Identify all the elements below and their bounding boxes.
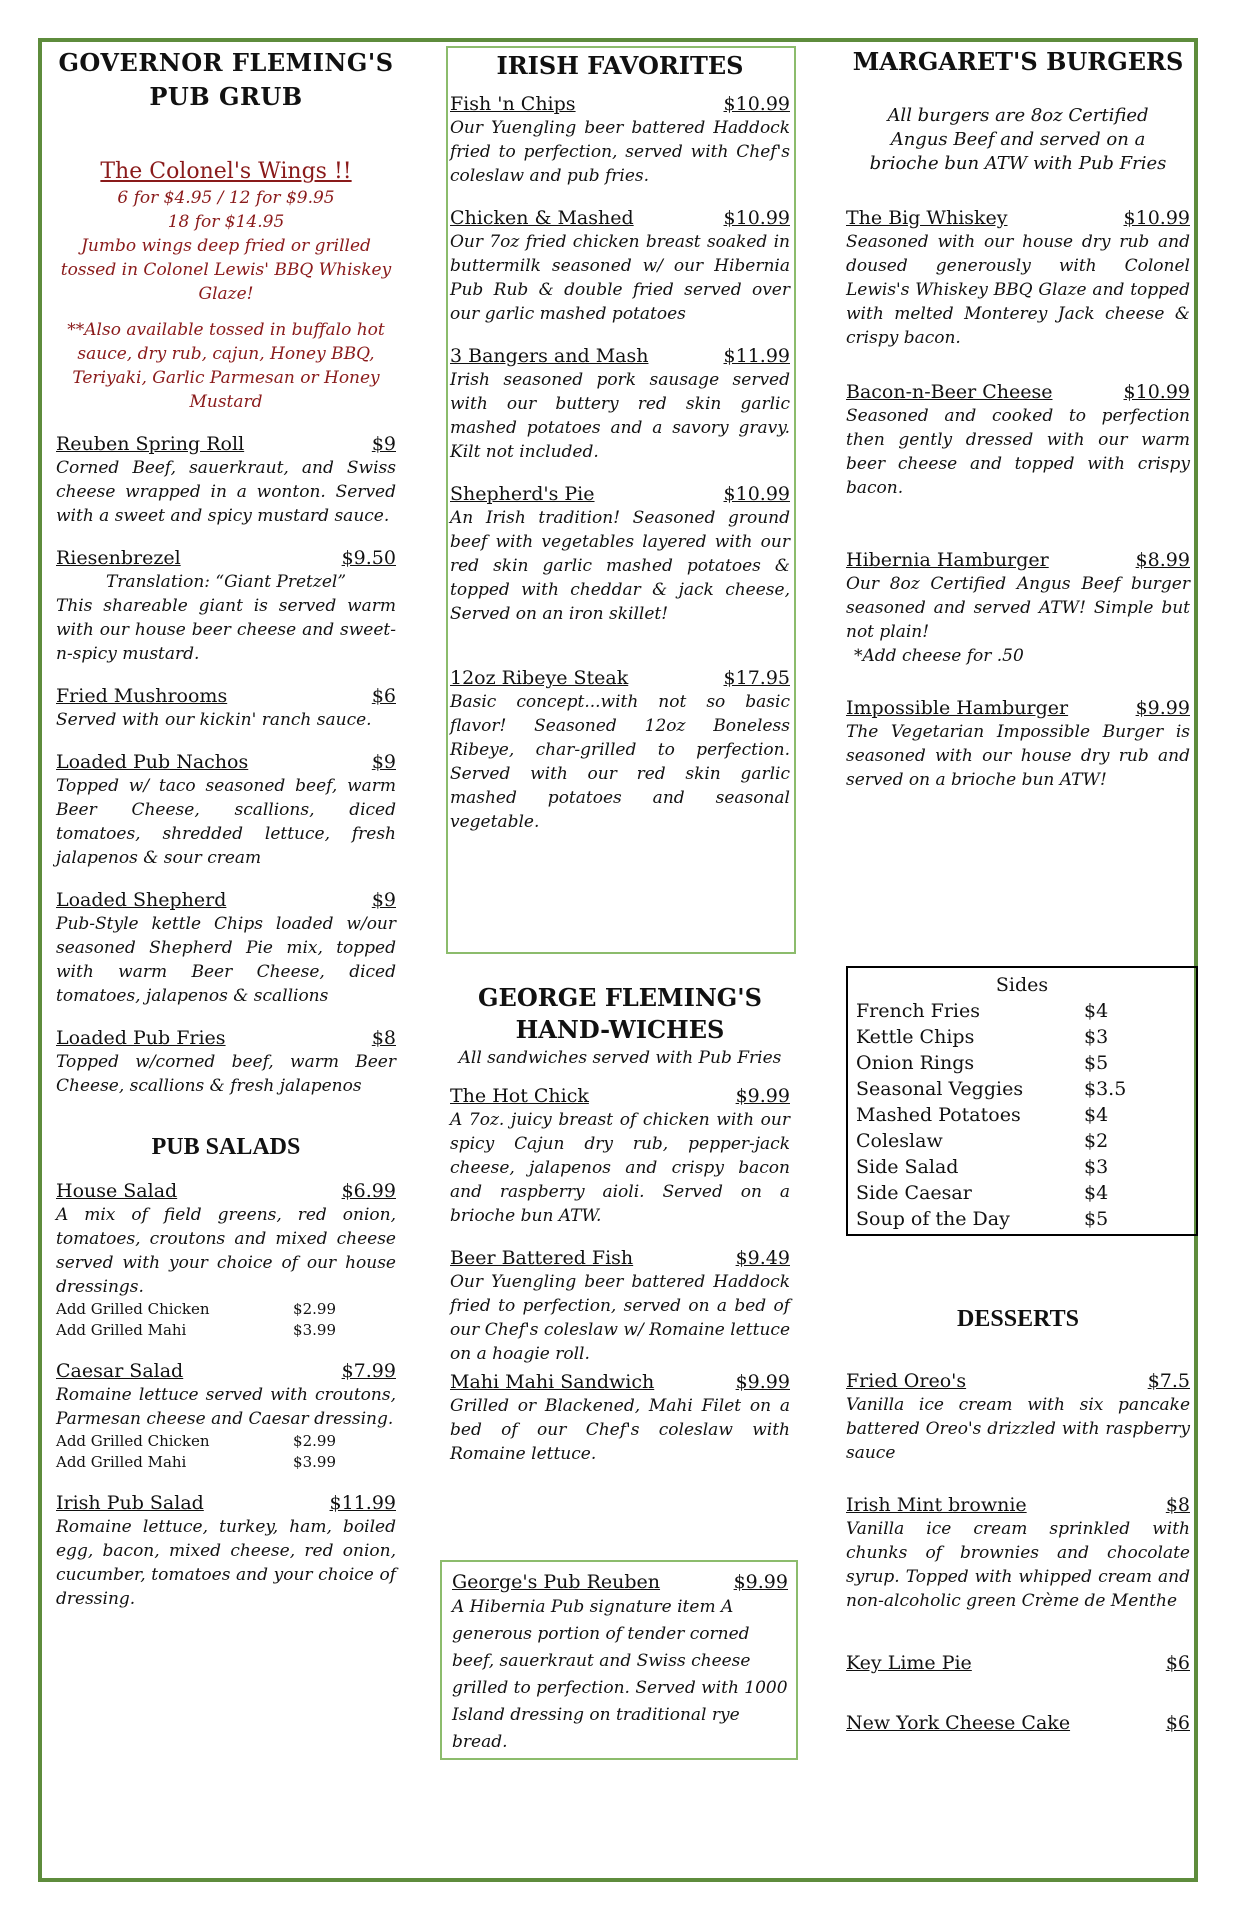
item-desc: Grilled or Blackened, Mahi Filet on a bed of our Chef's coleslaw with Romaine lettuce. (450, 1396, 790, 1464)
handwiches-title-1: GEORGE FLEMING'S (478, 983, 762, 1012)
reuben-item (452, 1570, 788, 1756)
item-name: Fish 'n Chips (450, 93, 576, 115)
item-price: $6 (371, 685, 396, 707)
item-price: $10.99 (723, 483, 790, 505)
menu-item (56, 684, 396, 732)
item-desc: Seasoned and cooked to perfection then gently dressed with our warm beer cheese and topped with crispy bacon. (846, 406, 1190, 498)
menu-item (450, 1246, 790, 1366)
item-name: Chicken & Mashed (450, 207, 634, 229)
item-name: Irish Mint brownie (846, 1494, 1027, 1516)
menu-item (450, 344, 790, 464)
item-price: $10.99 (1123, 207, 1190, 229)
menu-item (56, 432, 396, 528)
addon-row (56, 1431, 396, 1452)
side-price: $3 (1084, 1026, 1109, 1048)
column-irish (450, 50, 790, 834)
side-price: $4 (1084, 1104, 1109, 1126)
item-price: $6 (1165, 1652, 1190, 1674)
item-price: $9.99 (735, 1085, 790, 1107)
item-price: $8 (1165, 1494, 1190, 1516)
item-price: $9 (371, 751, 396, 773)
item-price: $10.99 (723, 93, 790, 115)
item-desc: Topped w/corned beef, warm Beer Cheese, scallions & fresh jalapenos (56, 1052, 396, 1096)
item-desc: Our 7oz fried chicken breast soaked in buttermilk seasoned w/ our Hibernia Pub Rub & double fried served over our garlic mashed potatoes (450, 232, 790, 324)
item-desc: A 7oz. juicy breast of chicken with our spicy Cajun dry rub, pepper-jack cheese, jalapenos and crispy bacon and raspberry aioli. Served on a brioche bun ATW. (450, 1110, 790, 1226)
item-price: $7.5 (1147, 1370, 1190, 1392)
item-name: Fried Mushrooms (56, 685, 228, 707)
item-desc: Basic concept...with not so basic flavor! Seasoned 12oz Boneless Ribeye, char-grilled to perfection. Served with our red skin garlic mashed potatoes and seasonal vegetable. (450, 692, 790, 832)
side-name: Seasonal Veggies (856, 1078, 1024, 1100)
item-price: $10.99 (723, 207, 790, 229)
side-price: $5 (1084, 1052, 1109, 1074)
addon-label: Add Grilled Chicken (56, 1432, 210, 1450)
menu-item (56, 1359, 396, 1473)
side-name: Mashed Potatoes (856, 1104, 1021, 1126)
item-price: $8 (371, 1027, 396, 1049)
item-desc: Served with our kickin' ranch sauce. (56, 710, 372, 730)
wings-prices-1: 6 for $4.95 / 12 for $9.95 (117, 188, 335, 208)
side-name: Kettle Chips (856, 1026, 975, 1048)
sides-box (846, 966, 1198, 1236)
side-price: $2 (1084, 1130, 1109, 1152)
side-price: $4 (1084, 1000, 1109, 1022)
addon-price: $2.99 (293, 1300, 336, 1318)
menu-item (450, 1370, 790, 1466)
item-name: Fried Oreo's (846, 1370, 967, 1392)
burgers-title: MARGARET'S BURGERS (852, 47, 1184, 76)
item-name: The Hot Chick (450, 1085, 589, 1107)
sides-title: Sides (995, 974, 1049, 996)
item-desc: Romaine lettuce served with croutons, Parmesan cheese and Caesar dressing. (56, 1385, 396, 1429)
side-row (856, 1128, 1188, 1154)
item-price: $7.99 (341, 1360, 396, 1382)
side-row (856, 1050, 1188, 1076)
side-name: Side Caesar (856, 1182, 972, 1204)
item-price: $8.99 (1135, 549, 1190, 571)
desserts-title: DESSERTS (957, 1306, 1079, 1332)
item-desc: An Irish tradition! Seasoned ground beef with vegetables layered with our red skin garlic mashed potatoes & topped with cheddar & jack cheese, Served on an iron skillet! (450, 508, 790, 624)
side-row (856, 1076, 1188, 1102)
item-name: Impossible Hamburger (846, 697, 1069, 719)
side-row (856, 1180, 1188, 1206)
item-desc: Romaine lettuce, turkey, ham, boiled egg, bacon, mixed cheese, red onion, cucumber, tomatoes and your choice of dressing. (56, 1517, 396, 1609)
item-price: $10.99 (1123, 381, 1190, 403)
wings-description: Jumbo wings deep fried or grilled tossed in Colonel Lewis' BBQ Whiskey Glaze! (60, 236, 392, 304)
item-note: Translation: “Giant Pretzel” (105, 572, 347, 592)
item-desc: Our Yuengling beer battered Haddock fried to perfection, served with Chef's coleslaw and pub fries. (450, 118, 790, 186)
menu-item (450, 482, 790, 626)
item-name: Bacon-n-Beer Cheese (846, 381, 1053, 403)
menu-item (56, 1026, 396, 1098)
side-row (856, 998, 1188, 1024)
side-name: Coleslaw (856, 1130, 943, 1152)
item-price: $11.99 (723, 345, 790, 367)
menu-item (846, 1651, 1190, 1675)
side-row (856, 1102, 1188, 1128)
item-name: Reuben Spring Roll (56, 433, 245, 455)
side-name: Onion Rings (856, 1052, 975, 1074)
side-name: Soup of the Day (856, 1208, 1010, 1230)
wings-also: **Also available tossed in buffalo hot sauce, dry rub, cajun, Honey BBQ, Teriyaki, Garlic Parmesan or Honey Mustard (67, 320, 385, 412)
item-desc: Pub-Style kettle Chips loaded w/our seasoned Shepherd Pie mix, topped with warm Beer Cheese, diced tomatoes, jalapenos & scallions (56, 914, 396, 1006)
column-handwiches (450, 982, 790, 1466)
side-row (856, 1206, 1188, 1232)
item-name: Shepherd's Pie (450, 483, 595, 505)
item-price: $9 (371, 433, 396, 455)
item-name: Mahi Mahi Sandwich (450, 1371, 655, 1393)
side-row (856, 1154, 1188, 1180)
addon-row (56, 1299, 396, 1320)
item-desc: This shareable giant is served warm with our house beer cheese and sweet-n-spicy mustard. (56, 596, 396, 664)
menu-item (846, 206, 1190, 350)
item-price: $9 (371, 889, 396, 911)
item-price: $6.99 (341, 1180, 396, 1202)
irish-title: IRISH FAVORITES (496, 51, 744, 80)
addon-row (56, 1320, 396, 1341)
side-name: French Fries (856, 1000, 981, 1022)
menu-item (450, 1084, 790, 1228)
addon-label: Add Grilled Chicken (56, 1300, 210, 1318)
item-name: George's Pub Reuben (452, 1571, 661, 1593)
item-desc: Our 8oz Certified Angus Beef burger seasoned and served ATW! Simple but not plain! (846, 574, 1190, 642)
menu-item (450, 92, 790, 188)
column-burgers (846, 46, 1190, 792)
side-price: $3 (1084, 1156, 1109, 1178)
item-name: Irish Pub Salad (56, 1492, 204, 1514)
item-price: $9.99 (1135, 697, 1190, 719)
menu-item (56, 888, 396, 1008)
item-desc: Seasoned with our house dry rub and doused generously with Colonel Lewis's Whiskey BBQ Glaze and topped with melted Monterey Jack cheese & crispy bacon. (846, 232, 1190, 348)
item-name: The Big Whiskey (846, 207, 1008, 229)
item-name: New York Cheese Cake (846, 1712, 1071, 1734)
pub-grub-title: GOVERNOR FLEMING'S PUB GRUB (58, 48, 394, 111)
item-name: Key Lime Pie (846, 1652, 972, 1674)
item-price: $11.99 (329, 1492, 396, 1514)
item-desc: The Vegetarian Impossible Burger is seasoned with our house dry rub and served on a brioche bun ATW! (846, 722, 1190, 790)
side-price: $4 (1084, 1182, 1109, 1204)
menu-item (846, 696, 1190, 792)
item-name: 3 Bangers and Mash (450, 345, 649, 367)
item-name: House Salad (56, 1180, 178, 1202)
handwiches-title-2: HAND-WICHES (515, 1015, 725, 1044)
menu-item (450, 206, 790, 326)
menu-item (846, 1493, 1190, 1613)
column-pub-grub (56, 46, 396, 1611)
addon-price: $3.99 (293, 1321, 336, 1339)
item-price: $17.95 (723, 667, 790, 689)
item-desc: Vanilla ice cream sprinkled with chunks of brownies and chocolate syrup. Topped with whipped cream and non-alcoholic green Crème de Menthe (846, 1519, 1190, 1611)
wings-prices-2: 18 for $14.95 (167, 212, 285, 232)
side-price: $5 (1084, 1208, 1109, 1230)
side-name: Side Salad (856, 1156, 959, 1178)
menu-item (450, 666, 790, 834)
item-desc: Corned Beef, sauerkraut, and Swiss cheese wrapped in a wonton. Served with a sweet and spicy mustard sauce. (56, 458, 396, 526)
item-desc: A mix of field greens, red onion, tomatoes, croutons and mixed cheese served with your choice of our house dressings. (56, 1205, 396, 1297)
wings-title: The Colonel's Wings !! (100, 159, 352, 184)
item-name: Hibernia Hamburger (846, 549, 1049, 571)
item-note: *Add cheese for .50 (854, 646, 1024, 666)
handwiches-subtitle: All sandwiches served with Pub Fries (458, 1048, 782, 1068)
menu-item (56, 1179, 396, 1341)
item-price: $9.50 (341, 547, 396, 569)
item-name: Loaded Pub Fries (56, 1027, 226, 1049)
addon-label: Add Grilled Mahi (56, 1453, 187, 1471)
item-desc: A Hibernia Pub signature item A generous portion of tender corned beef, sauerkraut and Swiss cheese grilled to perfection. Served with 1000 Island dressing on traditional rye bread. (452, 1597, 788, 1752)
side-price: $3.5 (1084, 1078, 1127, 1100)
item-price: $9.99 (735, 1371, 790, 1393)
item-desc: Topped w/ taco seasoned beef, warm Beer Cheese, scallions, diced tomatoes, shredded lettuce, fresh jalapenos & sour cream (56, 776, 396, 868)
item-desc: Our Yuengling beer battered Haddock fried to perfection, served on a bed of our Chef's coleslaw w/ Romaine lettuce on a hoagie roll. (450, 1272, 790, 1364)
burgers-subtitle: All burgers are 8oz Certified Angus Beef and served on a brioche bun ATW with Pub Fries (869, 105, 1167, 174)
item-name: Loaded Pub Nachos (56, 751, 249, 773)
item-name: Riesenbrezel (56, 547, 181, 569)
item-price: $6 (1165, 1712, 1190, 1734)
menu-item (846, 548, 1190, 668)
addon-price: $3.99 (293, 1453, 336, 1471)
menu-item (56, 546, 396, 666)
salads-title: PUB SALADS (151, 1134, 301, 1160)
item-desc: Vanilla ice cream with six pancake battered Oreo's drizzled with raspberry sauce (846, 1395, 1190, 1463)
menu-item (846, 1369, 1190, 1465)
menu-item (846, 1711, 1190, 1735)
column-desserts (846, 1306, 1190, 1735)
item-name: 12oz Ribeye Steak (450, 667, 629, 689)
item-price: $9.99 (733, 1571, 788, 1593)
menu-item (56, 1491, 396, 1611)
item-name: Beer Battered Fish (450, 1247, 634, 1269)
addon-price: $2.99 (293, 1432, 336, 1450)
item-desc: Irish seasoned pork sausage served with our buttery red skin garlic mashed potatoes and a savory gravy. Kilt not included. (450, 370, 790, 462)
side-row (856, 1024, 1188, 1050)
menu-item (56, 750, 396, 870)
item-price: $9.49 (735, 1247, 790, 1269)
item-name: Caesar Salad (56, 1360, 184, 1382)
menu-item (846, 380, 1190, 500)
addon-label: Add Grilled Mahi (56, 1321, 187, 1339)
item-name: Loaded Shepherd (56, 889, 227, 911)
addon-row (56, 1452, 396, 1473)
